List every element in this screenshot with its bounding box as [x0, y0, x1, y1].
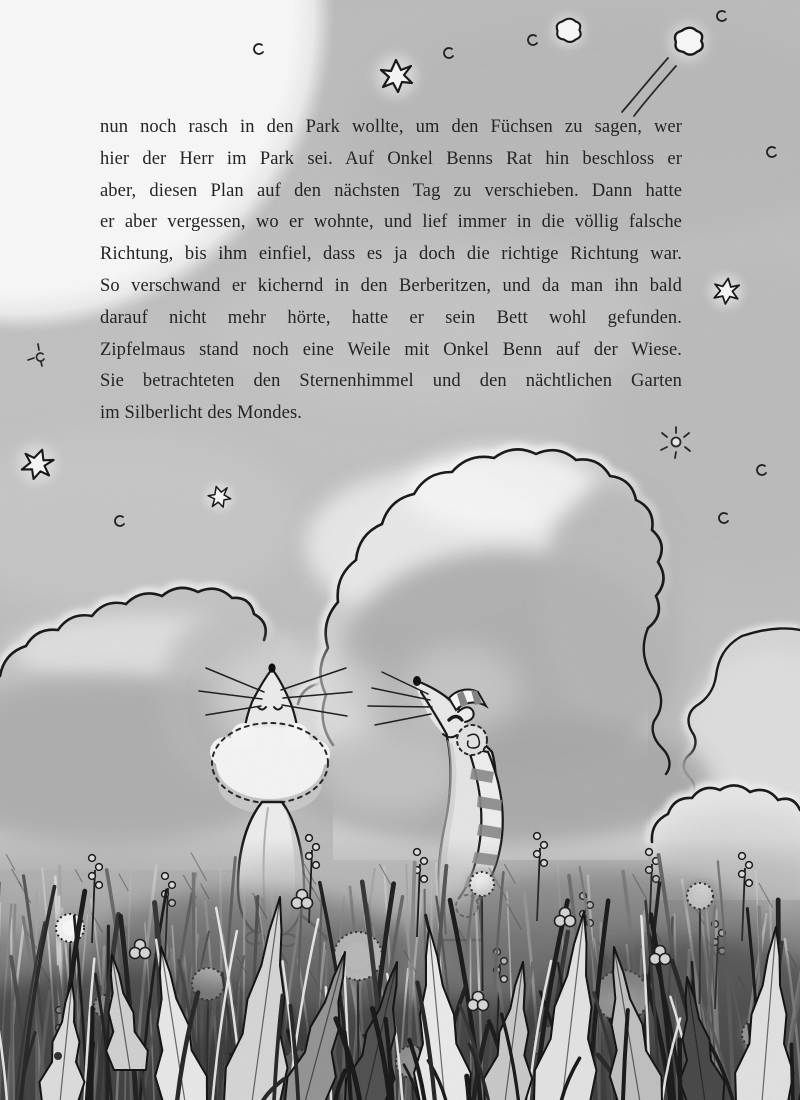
text-line: im Silberlicht des Mondes. — [100, 403, 302, 424]
text-line: So verschwand er kichernd in den Berberitzen, und da man ihn bald — [100, 275, 682, 296]
text-line: hier der Herr im Park sei. Auf Onkel Benns Rat hin beschloss er — [100, 148, 682, 169]
text-line: er aber vergessen, wo er wohnte, und lief immer in die völlig falsche — [100, 212, 682, 233]
text-line: Richtung, bis ihm einfiel, dass es ja doch die richtige Richtung war. — [100, 244, 682, 265]
text-line: nun noch rasch in den Park wollte, um den Füchsen zu sagen, wer — [100, 117, 682, 137]
text-line: Sie betrachteten den Sternenhimmel und den nächtlichen Garten — [100, 371, 682, 392]
text-line: aber, diesen Plan auf den nächsten Tag zu verschieben. Dann hatte — [100, 180, 682, 201]
story-text — [100, 112, 682, 430]
text-line: Zipfelmaus stand noch eine Weile mit Onkel Benn auf der Wiese. — [100, 339, 682, 360]
text-line: darauf nicht mehr hörte, hatte er sein Bett wohl gefunden. — [100, 307, 682, 328]
